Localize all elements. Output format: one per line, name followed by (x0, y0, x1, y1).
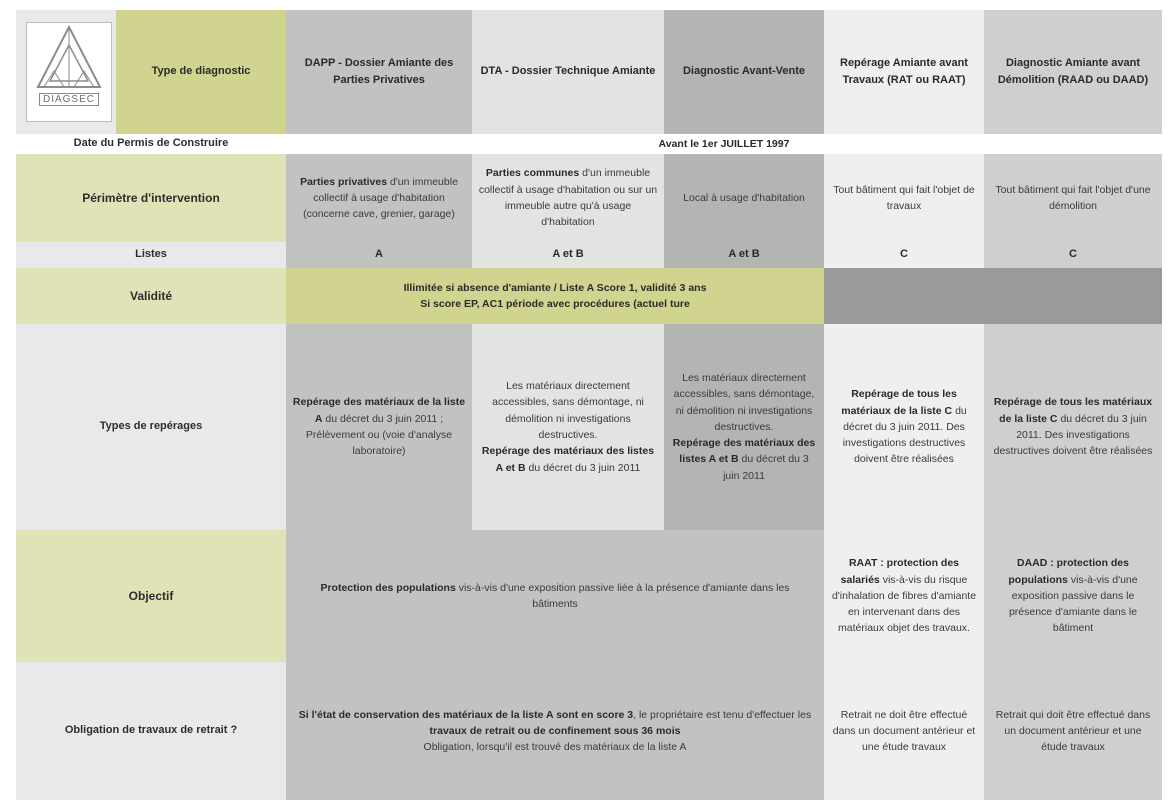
reperages-dapp-rest: du décret du 3 juin 2011 ; Prélèvement ou (voie d'analyse laboratoire) (305, 412, 453, 458)
validite-label-text: Validité (129, 288, 173, 303)
listes-raad-text: C (1069, 248, 1077, 261)
obligation-main-bold2: travaux de retrait ou de confinement sous 36 mois (429, 724, 681, 737)
perimetre-dta-bold: Parties communes (485, 167, 580, 180)
validite-line2: Si score EP, AC1 période avec procédures (actuel ture (420, 298, 690, 310)
reperages-label (16, 324, 286, 530)
type-diagnostic-label (116, 10, 286, 134)
reperages-dta-bold: Repérage des matériaux des listes A et B (481, 445, 655, 474)
validite-empty (824, 268, 1162, 324)
validite-label (16, 268, 286, 324)
diagsec-logo (26, 22, 112, 122)
logo-text: DIAGSEC (39, 93, 99, 106)
header-dta (472, 10, 664, 134)
obligation-main (286, 662, 824, 800)
reperages-rat (824, 324, 984, 530)
type-diagnostic-text: Type de diagnostic (151, 65, 251, 78)
reperages-raad (984, 324, 1162, 530)
obligation-rat-text: Retrait ne doit être effectué dans un document antérieur et une étude travaux (832, 708, 976, 754)
perimetre-dta (472, 154, 664, 242)
perimetre-dta-rest: d'un immeuble collectif à usage d'habitation ou sur un immeuble autre qu'à usage d'habitation (478, 167, 658, 229)
obligation-main-bold1: conservation des matériaux de la liste A sont en score 3 (353, 708, 634, 721)
reperages-label-text: Types de repérages (99, 420, 203, 433)
listes-dapp-text: A (375, 248, 383, 261)
header-rat (824, 10, 984, 134)
header-dapp-text: DAPP - Dossier Amiante des Parties Privatives (304, 56, 454, 86)
objectif-rat-rest: vis-à-vis du risque d'inhalation de fibres d'amiante en intervenant dans des matériaux objet des travaux. (831, 573, 977, 635)
reperages-vente (664, 324, 824, 530)
header-raad-text: Diagnostic Amiante avant Démolition (RAAD ou DAAD) (997, 56, 1149, 86)
perimetre-rat-text: Tout bâtiment qui fait l'objet de travaux (833, 183, 975, 212)
objectif-main-bold: Protection des populations (320, 581, 456, 594)
header-dapp (286, 10, 472, 134)
objectif-raad (984, 530, 1162, 662)
listes-vente-text: A et B (728, 248, 760, 261)
reperages-dta-rest: du décret du 3 juin 2011 (528, 461, 641, 474)
listes-rat-text: C (900, 248, 908, 261)
header-dta-text: DTA - Dossier Technique Amiante (480, 65, 656, 78)
objectif-main (286, 530, 824, 662)
listes-label-text: Listes (135, 248, 167, 261)
objectif-main-rest: vis-à-vis d'une exposition passive liée à la présence d'amiante dans les bâtiments (458, 581, 790, 610)
objectif-label (16, 530, 286, 662)
header-rat-text: Repérage Amiante avant Travaux (RAT ou RAAT) (840, 56, 968, 86)
listes-vente (664, 242, 824, 268)
reperages-vente-line1: Les matériaux directement accessibles, sans démontage, ni démolition ni investigations destructives. (673, 372, 815, 433)
permis-value (286, 134, 1162, 154)
reperages-dta (472, 324, 664, 530)
reperages-dapp (286, 324, 472, 530)
obligation-main-end: Obligation, lorsqu'il est trouvé des matériaux de la liste A (423, 741, 687, 754)
perimetre-raad-text: Tout bâtiment qui fait l'objet d'une démolition (995, 183, 1151, 212)
objectif-rat (824, 530, 984, 662)
reperages-raad-bold: Repérage de tous les matériaux de la liste C (993, 396, 1153, 425)
objectif-raad-rest: vis-à-vis d'une exposition passive dans le présence d'amiante dans le bâtiment (1008, 573, 1138, 635)
obligation-label-text: Obligation de travaux de retrait ? (64, 724, 238, 737)
validite-line1: Illimitée si absence d'amiante / Liste A Score 1, validité 3 ans (403, 281, 707, 294)
listes-label (16, 242, 286, 268)
perimetre-label-text: Périmètre d'intervention (82, 190, 220, 205)
obligation-raad-text: Retrait qui doit être effectué dans un document antérieur et une étude travaux (995, 708, 1151, 754)
reperages-dapp-bold: Repérage des matériaux de la liste A (292, 396, 466, 425)
header-raad (984, 10, 1162, 134)
perimetre-raad (984, 154, 1162, 242)
header-avant-vente-text: Diagnostic Avant-Vente (682, 65, 806, 78)
reperages-raad-rest: du décret du 3 juin 2011. Des investigations destructives doivent être réalisées (993, 412, 1153, 458)
permis-value-text: Avant le 1er JUILLET 1997 (658, 137, 790, 150)
header-avant-vente (664, 10, 824, 134)
listes-rat (824, 242, 984, 268)
listes-dta (472, 242, 664, 268)
permis-label-text: Date du Permis de Construire (73, 137, 229, 150)
reperages-rat-rest: du décret du 3 juin 2011. Des investigations destructives doivent être réalisées (842, 404, 967, 466)
obligation-raad (984, 662, 1162, 800)
reperages-dta-line1: Les matériaux directement accessibles, sans démontage, ni démolition ni investigations destructives. (492, 380, 644, 441)
listes-raad (984, 242, 1162, 268)
perimetre-vente-text: Local à usage d'habitation (683, 191, 805, 204)
reperages-rat-bold: Repérage de tous les matériaux de la liste C (841, 388, 957, 417)
perimetre-label (16, 154, 286, 242)
perimetre-dapp-rest: d'un immeuble collectif à usage d'habitation (concerne cave, grenier, garage) (303, 175, 458, 221)
permis-label (16, 134, 286, 154)
perimetre-dapp (286, 154, 472, 242)
reperages-vente-bold: Repérage des matériaux des listes A et B (672, 437, 816, 466)
logo-triangle-icon (34, 23, 104, 91)
validite-value (286, 268, 824, 324)
listes-dta-text: A et B (552, 248, 584, 261)
objectif-raad-bold: DAAD : protection des populations (1008, 557, 1129, 586)
perimetre-vente (664, 154, 824, 242)
obligation-main-pre: Si l'état de (298, 708, 351, 721)
listes-dapp (286, 242, 472, 268)
objectif-rat-bold: RAAT : protection des salariés (840, 557, 960, 586)
perimetre-dapp-bold: Parties privatives (300, 175, 388, 188)
objectif-label-text: Objectif (128, 588, 174, 603)
reperages-vente-rest: du décret du 3 juin 2011 (723, 453, 809, 482)
obligation-rat (824, 662, 984, 800)
perimetre-rat (824, 154, 984, 242)
obligation-label (16, 662, 286, 800)
obligation-main-mid: , le propriétaire est tenu d'effectuer les (633, 708, 812, 721)
